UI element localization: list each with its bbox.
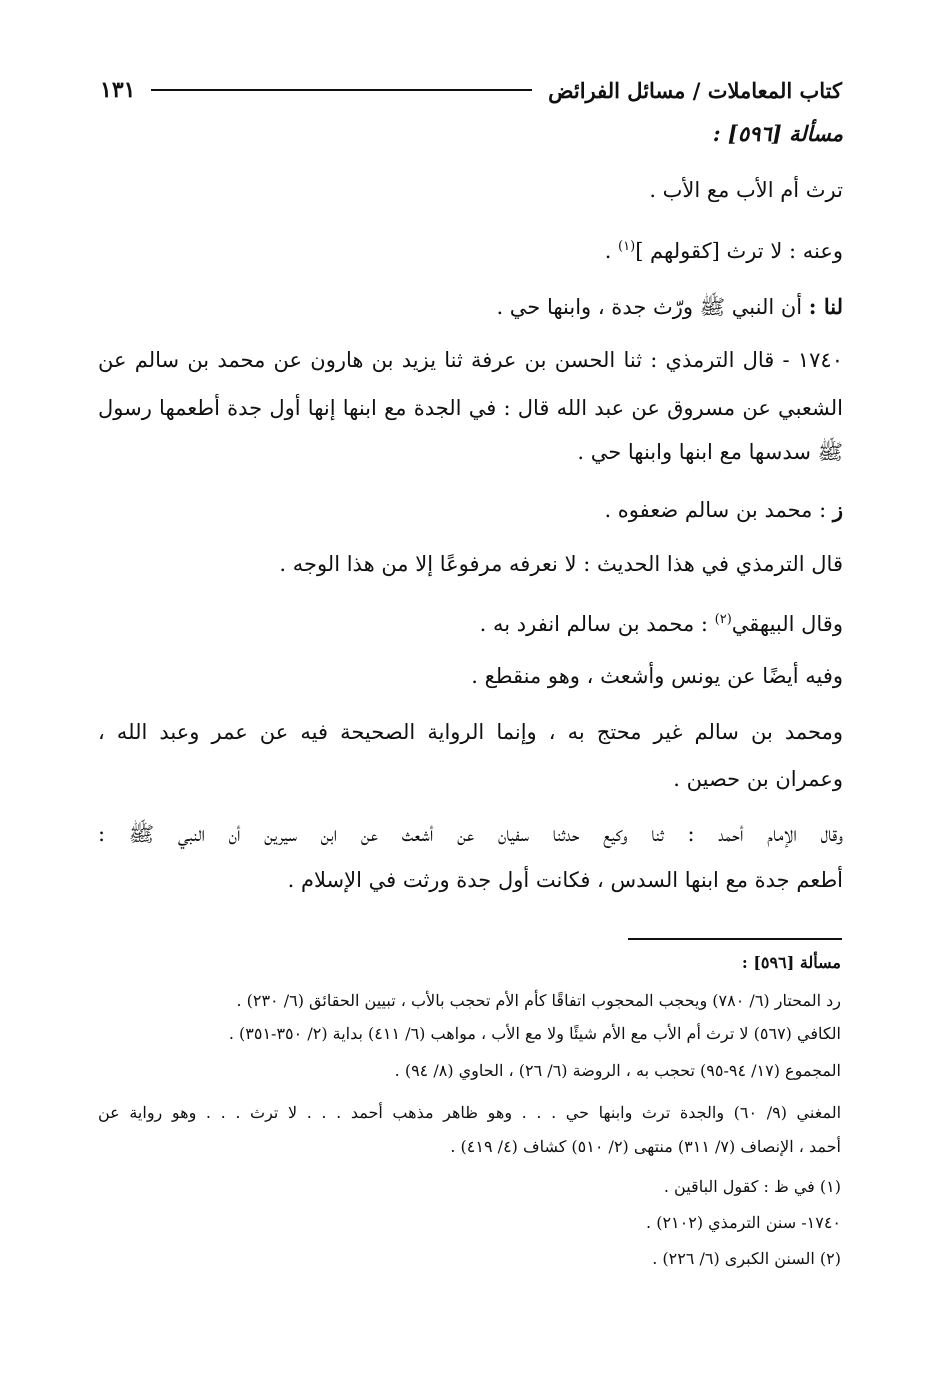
footnote-marker: (٢) [714, 612, 732, 627]
footnote-marker: (١) [618, 239, 636, 254]
argument-label: لنا : [808, 294, 843, 319]
issue-heading: مسألة [٥٩٦] : [712, 121, 843, 146]
chapter-title: كتاب المعاملات / مسائل الفرائض [548, 77, 842, 103]
footnote-line: المغني (٩/ ٦٠) والجدة ترث وابنها حي . . . وهو ظاهر مذهب أحمد . . . لا ترث . . . وهو رواية عن [98, 1103, 841, 1122]
text-line: وفيه أيضًا عن يونس وأشعث ، وهو منقطع . [471, 664, 843, 688]
text-line: ترث أم الأب مع الأب . [649, 178, 843, 202]
header-rule [151, 89, 532, 91]
footnote-line: المجموع (١٧/ ٩٤-٩٥) تحجب به ، الروضة (٦/ ٢٦) ، الحاوي (٨/ ٩٤) . [394, 1061, 841, 1080]
text-line: وقال الإمام أحمد : ثنا وكيع حدثنا سفيان عن أشعث عن ابن سيرين أن النبي ﷺ : [98, 822, 843, 846]
text-line [604, 494, 843, 526]
hadith-line: ١٧٤٠ - قال الترمذي : ثنا الحسن بن عرفة ثنا يزيد بن هارون عن محمد بن سالم عن [98, 348, 843, 372]
text-span: وقال البيهقي [731, 612, 843, 636]
footnote-heading: مسألة [٥٩٦] : [741, 953, 841, 972]
text-line [480, 604, 843, 636]
footnote-line: (٢) السنن الكبرى (٦/ ٢٢٦) . [652, 1249, 841, 1268]
text-line: وعمران بن حصين . [673, 767, 843, 791]
footnote-line: (١) في ظ : كقول الباقين . [663, 1177, 841, 1196]
footnote-rule [628, 938, 842, 940]
text-span: : محمد بن سالم انفرد به . [479, 612, 715, 636]
footnote-line: الكافي (٥٦٧) لا ترث أم الأب مع الأم شيئًا ولا مع الأب ، مواهب (٦/ ٤١١) بداية (٢/ ٣٥٠-٣٥١) . [228, 1024, 841, 1043]
text-line [605, 231, 843, 263]
zay-label: ز [832, 497, 843, 522]
text-span: . [604, 239, 619, 263]
text-line: قال الترمذي في هذا الحديث : لا نعرفه مرفوعًا إلا من هذا الوجه . [279, 552, 843, 576]
footnote-line: رد المحتار (٦/ ٧٨٠) ويحجب المحجوب اتفاقًا كأم الأم تحجب بالأب ، تبيين الحقائق (٦/ ٢٣٠) . [236, 991, 841, 1010]
page-number: ١٣١ [100, 77, 136, 103]
text-line: ومحمد بن سالم غير محتج به ، وإنما الرواية الصحيحة فيه عن عمر وعبد الله ، [98, 720, 843, 744]
hadith-line: الشعبي عن مسروق عن عبد الله قال : في الجدة مع ابنها إنها أول جدة أطعمها رسول [98, 396, 843, 420]
text-span: وعنه : لا ترث [كقولهم ] [635, 239, 843, 263]
text-span: : محمد بن سالم ضعفوه . [604, 498, 833, 522]
text-line [496, 291, 843, 323]
footnote-line: ١٧٤٠- سنن الترمذي (٢١٠٢) . [646, 1213, 841, 1232]
text-span: أن النبي ﷺ ورّث جدة ، وابنها حي . [496, 295, 809, 319]
running-header [100, 72, 842, 108]
footnote-line: أحمد ، الإنصاف (٧/ ٣١١) منتهى (٢/ ٥١٠) كشاف (٤/ ٤١٩) . [450, 1137, 841, 1156]
text-line: أطعم جدة مع ابنها السدس ، فكانت أول جدة ورثت في الإسلام . [287, 868, 843, 892]
hadith-line: ﷺ سدسها مع ابنها وابنها حي . [577, 440, 843, 464]
